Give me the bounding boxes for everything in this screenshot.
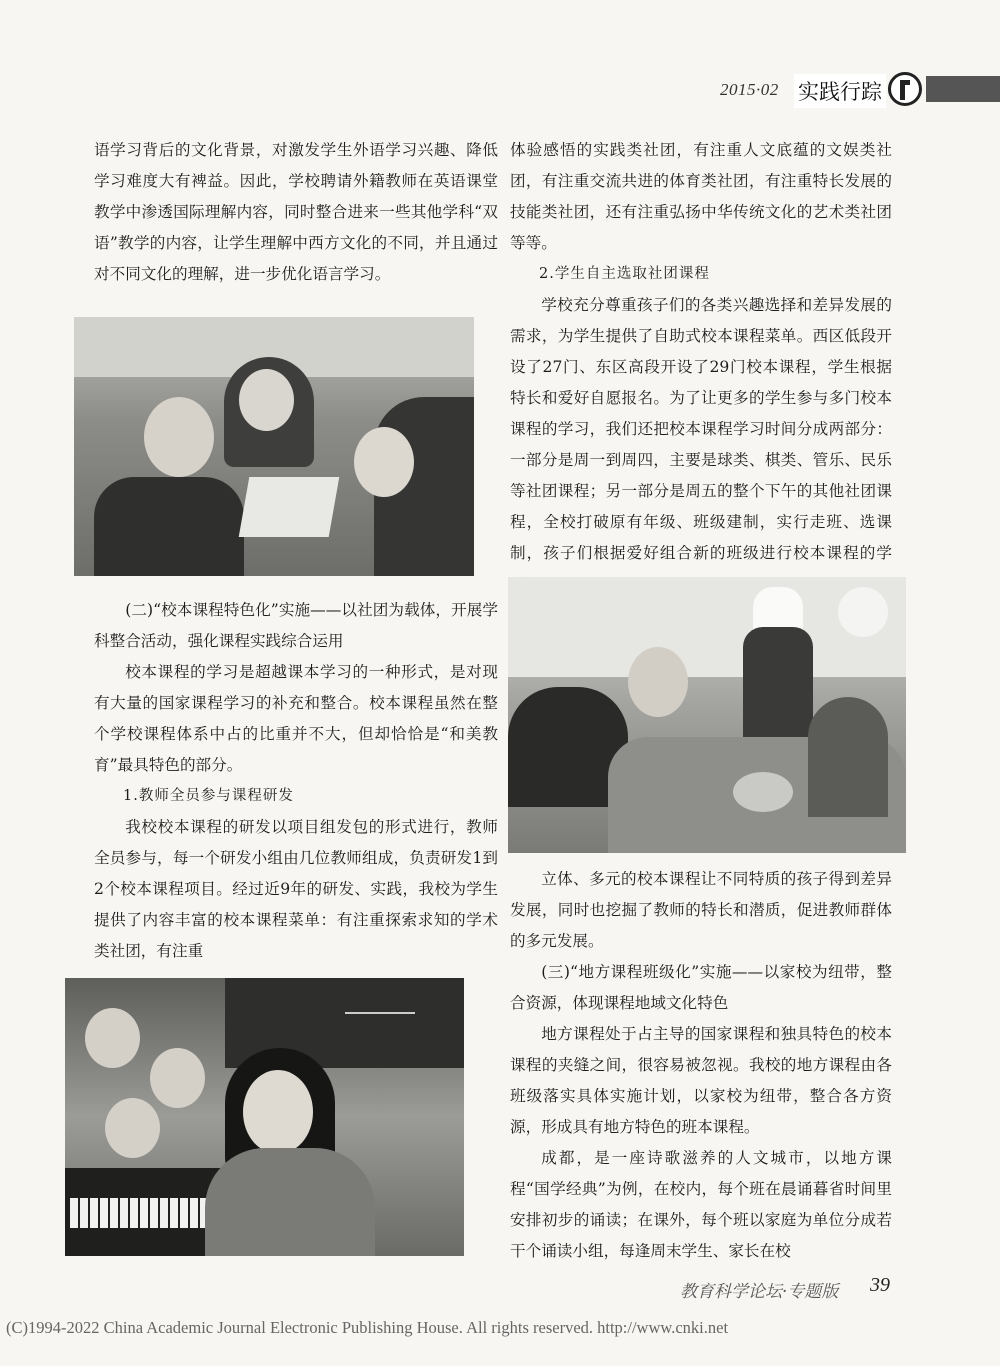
paragraph: 我校校本课程的研发以项目组发包的形式进行，教师全员参与，每一个研发小组由几位教师组成，负责研发1到2个校本课程项目。经过近9年的研发、实践，我校为学生提供了内容丰富的校本课程菜单：有注重探索求知的学术类社团，有注重 (94, 818, 498, 960)
left-column-mid (94, 595, 498, 967)
page-header (700, 72, 1000, 108)
paragraph: 体验感悟的实践类社团，有注重人文底蕴的文娱类社团，有注重交流共进的体育类社团，有注重特长发展的技能类社团，还有注重弘扬中华传统文化的艺术类社团等等。 (510, 141, 892, 252)
section-heading: (三)“地方课程班级化”实施——以家校为纽带，整合资源，体现课程地域文化特色 (510, 963, 892, 1012)
right-column-top (510, 135, 892, 600)
subheading: 1.教师全员参与课程研发 (123, 788, 294, 804)
photo-cooking-class (508, 577, 906, 853)
subheading: 2.学生自主选取社团课程 (539, 266, 710, 282)
page-number: 39 (870, 1274, 890, 1296)
section-title: 实践行踪 (794, 74, 886, 108)
paragraph: 立体、多元的校本课程让不同特质的孩子得到差异发展，同时也挖掘了教师的特长和潜质，促进教师群体的多元发展。 (510, 870, 892, 950)
right-column-mid (510, 864, 892, 1267)
journal-name: 教育科学论坛·专题版 (680, 1282, 839, 1302)
paragraph: 地方课程处于占主导的国家课程和独具特色的校本课程的夹缝之间，很容易被忽视。我校的地方课程由各班级落实具体实施计划，以家校为纽带，整合各方资源，形成具有地方特色的班本课程。 (510, 1025, 892, 1136)
paragraph: 语学习背后的文化背景，对激发学生外语学习兴趣、降低学习难度大有裨益。因此，学校聘请外籍教师在英语课堂教学中渗透国际理解内容，同时整合进来一些其他学科“双语”教学的内容，让学生理解中西方文化的不同，并且通过对不同文化的理解，进一步优化语言学习。 (94, 141, 498, 283)
section-heading: (二)“校本课程特色化”实施——以社团为载体，开展学科整合活动，强化课程实践综合运用 (94, 601, 498, 650)
header-bar (926, 76, 1000, 102)
journal-logo-icon (888, 72, 922, 106)
paragraph: 成都，是一座诗歌滋养的人文城市，以地方课程“国学经典”为例，在校内，每个班在晨诵暮省时间里安排初步的诵读；在课外，每个班以家庭为单位分成若干个诵读小组，每逢周末学生、家长在校 (510, 1149, 892, 1260)
left-column-top (94, 135, 498, 290)
copyright-notice: (C)1994-2022 China Academic Journal Electronic Publishing House. All rights reserved. http://www.cnki.net (6, 1318, 729, 1337)
paragraph: 学校充分尊重孩子们的各类兴趣选择和差异发展的需求，为学生提供了自助式校本课程菜单。西区低段开设了27门、东区高段开设了29门校本课程，学生根据特长和爱好自愿报名。为了让更多的学生参与多门校本课程的学习，我们还把校本课程学习时间分成两部分：一部分是周一到周四，主要是球类、棋类、管乐、民乐等社团课程；另一部分是周五的整个下午的其他社团课程，全校打破原有年级、班级建制，实行走班、选课制，孩子们根据爱好组合新的班级进行校本课程的学 (510, 296, 892, 562)
photo-piano-class (65, 978, 464, 1256)
issue-number: 2015·02 (720, 80, 779, 99)
photo-classroom-laptops (74, 317, 474, 576)
paragraph: 校本课程的学习是超越课本学习的一种形式，是对现有大量的国家课程学习的补充和整合。校本课程虽然在整个学校课程体系中占的比重并不大，但却恰恰是“和美教育”最具特色的部分。 (94, 663, 498, 774)
